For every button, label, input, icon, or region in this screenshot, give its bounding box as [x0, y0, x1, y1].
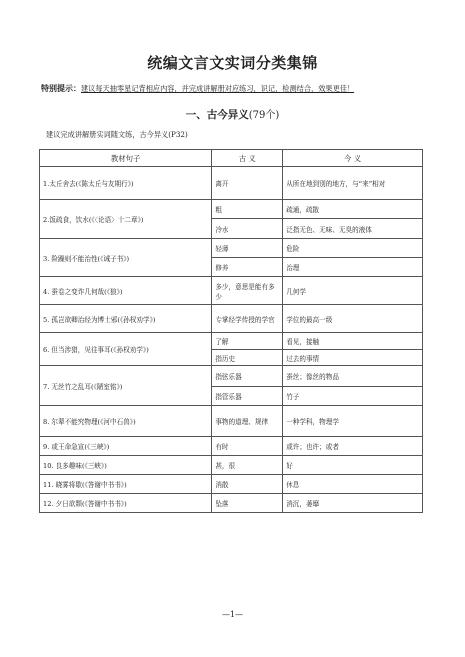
header-modern: 今 义: [283, 150, 423, 167]
sentence-cell: 5. 孤岂欲卿治经为博士邪(《孙权劝学》): [40, 305, 212, 333]
special-tip: [41, 83, 431, 94]
ancient-meaning-cell: 有时: [212, 437, 283, 456]
modern-meaning-cell: 疏通，疏散: [283, 200, 423, 219]
header-ancient: 古 义: [212, 150, 283, 167]
table-header-row: [40, 150, 423, 167]
modern-meaning-cell: 危险: [283, 239, 423, 258]
ancient-meaning-cell: 离开: [212, 167, 283, 200]
ancient-meaning-cell: 消散: [212, 475, 283, 494]
modern-meaning-cell: 一种学科，物理学: [283, 406, 423, 437]
modern-meaning-cell: 竹子: [283, 387, 423, 406]
ancient-meaning-cell: 指弦乐器: [212, 366, 283, 387]
ancient-meaning-cell: 指管乐器: [212, 387, 283, 406]
modern-meaning-cell: 治理: [283, 258, 423, 277]
header-sentence: 教材句子: [40, 150, 212, 167]
modern-meaning-cell: 学位的最高一级: [283, 305, 423, 333]
table-row: [40, 475, 423, 494]
table-row: [40, 200, 423, 219]
modern-meaning-cell: 看见，接触: [283, 333, 423, 350]
tip-text: 建议每天抽零星记背相应内容，并完成讲解册对应练习，识记，检测结合，效果更佳！: [81, 84, 355, 93]
section-heading: [0, 106, 465, 122]
sentence-cell: 12. 夕日欲颓(《答谢中书书》): [40, 494, 212, 513]
table-row: [40, 333, 423, 350]
ancient-meaning-cell: 专掌经学传授的学官: [212, 305, 283, 333]
vocab-table: [39, 149, 423, 513]
sentence-cell: 7. 无丝竹之乱耳(《陋室铭》): [40, 366, 212, 406]
table-row: [40, 167, 423, 200]
table-row: [40, 406, 423, 437]
ancient-meaning-cell: 修养: [212, 258, 283, 277]
ancient-meaning-cell: 事物的道理、规律: [212, 406, 283, 437]
sentence-cell: 8. 尔辈不能究物理(《河中石兽》): [40, 406, 212, 437]
ancient-meaning-cell: 粗: [212, 200, 283, 219]
sentence-cell: 10. 良多趣味(《三峡》): [40, 456, 212, 475]
modern-meaning-cell: 从所在地到别的地方，与“来”相对: [283, 167, 423, 200]
sentence-cell: 3. 险躁则不能治性(《诫子书》): [40, 239, 212, 277]
table-row: [40, 305, 423, 333]
sentence-cell: 9. 或王命急宣(《三峡》): [40, 437, 212, 456]
ancient-meaning-cell: 甚，很: [212, 456, 283, 475]
table-row: [40, 494, 423, 513]
ancient-meaning-cell: 轻薄: [212, 239, 283, 258]
table-row: [40, 437, 423, 456]
table-row: [40, 239, 423, 258]
table-row: [40, 456, 423, 475]
modern-meaning-cell: 休息: [283, 475, 423, 494]
tip-label: 特别提示：: [41, 84, 81, 93]
ancient-meaning-cell: 冷水: [212, 219, 283, 239]
ancient-meaning-cell: 了解: [212, 333, 283, 350]
modern-meaning-cell: 过去的事情: [283, 350, 423, 366]
modern-meaning-cell: 几何学: [283, 277, 423, 305]
sentence-cell: 1.太丘舍去(《陈太丘与友期行》): [40, 167, 212, 200]
modern-meaning-cell: 蚕丝；像丝的物品: [283, 366, 423, 387]
modern-meaning-cell: 好: [283, 456, 423, 475]
modern-meaning-cell: 消沉，萎靡: [283, 494, 423, 513]
ancient-meaning-cell: 坠落: [212, 494, 283, 513]
sentence-cell: 4. 蚕卷之变诈几何哉(《狼》): [40, 277, 212, 305]
sentence-cell: 11. 晓雾将歇(《答谢中书书》): [40, 475, 212, 494]
section-title: 一、古今异义: [185, 109, 249, 121]
ancient-meaning-cell: 多少，意思是能有多少: [212, 277, 283, 305]
sentence-cell: 2.饭疏食，饮水(《〈论语〉十二章》): [40, 200, 212, 239]
modern-meaning-cell: 泛指无色、无味、无臭的液体: [283, 219, 423, 239]
practice-note: 建议完成讲解册实词随文练，古今异义(P32): [46, 130, 188, 139]
table-row: [40, 277, 423, 305]
ancient-meaning-cell: 指历史: [212, 350, 283, 366]
modern-meaning-cell: 或许；也许；或者: [283, 437, 423, 456]
page-title: 统编文言文实词分类集锦: [147, 54, 318, 72]
page-number: —1—: [221, 610, 244, 619]
sentence-cell: 6. 但当涉猎，见往事耳(《孙权劝学》): [40, 333, 212, 366]
section-count: (79个): [248, 110, 280, 121]
table-row: [40, 366, 423, 387]
